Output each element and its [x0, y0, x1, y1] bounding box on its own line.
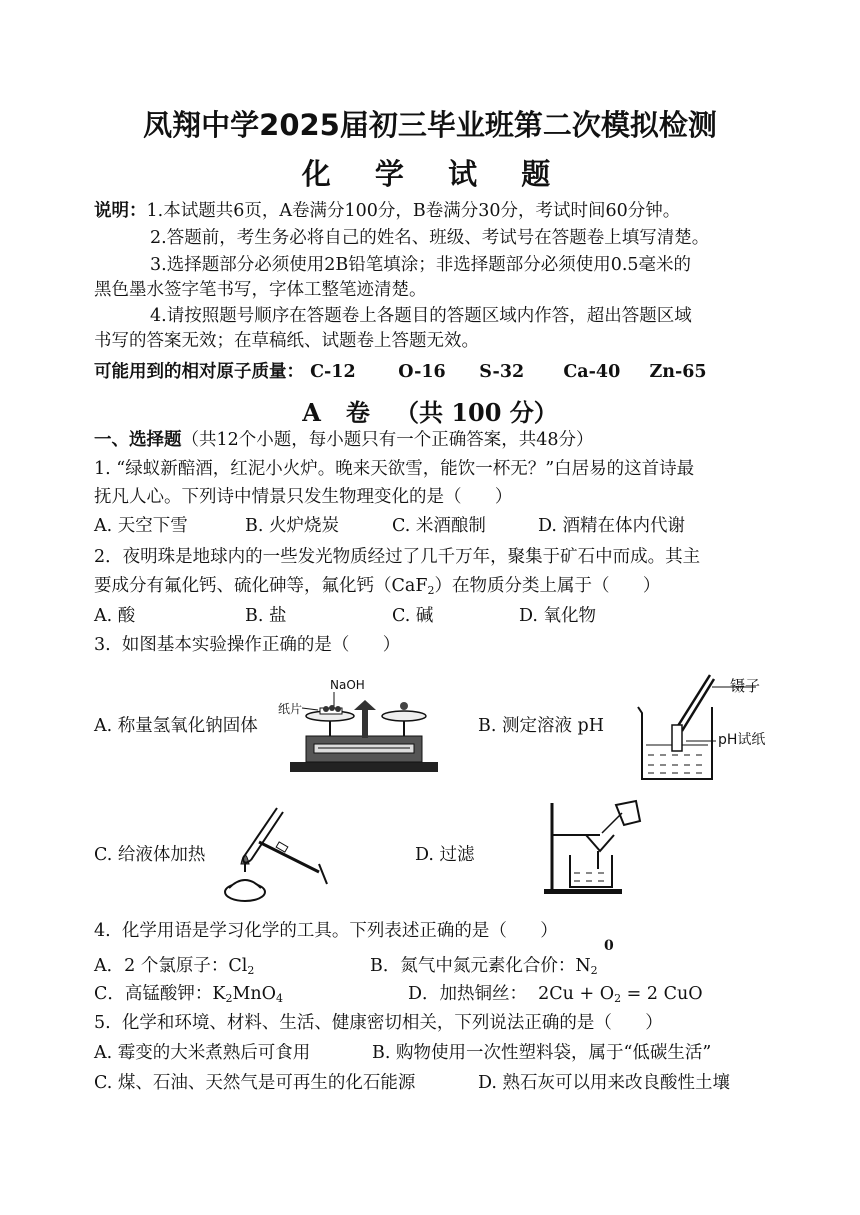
q5-stem: 5. 化学和环境、材料、生活、健康密切相关，下列说法正确的是（ ）	[94, 1013, 663, 1033]
ph-paper-label: pH试纸	[718, 732, 766, 748]
atomic-mass-ca: Ca-40	[563, 362, 621, 382]
instructions-item-4: 4.请按照题号顺序在答题卷上各题目的答题区域内作答，超出答题区域	[150, 306, 692, 326]
filtration-figure	[540, 795, 650, 895]
q4-option-a: A．2 个氯原子：$Cl_2$	[94, 956, 255, 977]
atomic-mass-line	[94, 362, 707, 382]
q1-option-c: C. 米酒酿制	[392, 516, 486, 536]
part1-note: （共12个小题，每小题只有一个正确答案，共48分）	[181, 430, 594, 450]
q3-option-a: A. 称量氢氧化钠固体	[94, 716, 258, 736]
instructions-item-3: 3.选择题部分必须使用2B铅笔填涂；非选择题部分必须使用0.5毫米的	[150, 255, 692, 275]
q4-option-b: B．氮气中氮元素化合价：$N_2$	[370, 956, 598, 977]
q4-stem: 4. 化学用语是学习化学的工具。下列表述正确的是（ ）	[94, 921, 558, 941]
part1-heading	[94, 430, 594, 450]
q1-option-a: A. 天空下雪	[94, 516, 188, 536]
ph-test-figure	[632, 669, 782, 785]
q1-stem-cont: 抚凡人心。下列诗中情景只发生物理变化的是（ ）	[94, 487, 513, 507]
atomic-mass-c: C-12	[310, 362, 356, 382]
part1-label: 一、选择题	[94, 430, 182, 450]
q2-option-a: A. 酸	[94, 606, 136, 626]
q2-option-c: C. 碱	[392, 606, 434, 626]
q2-option-b: B. 盐	[245, 606, 287, 626]
q2-stem-cont: 要成分有氟化钙、硫化砷等，氟化钙（CaF$_2$）在物质分类上属于（ ）	[94, 576, 661, 597]
q2-option-d: D. 氧化物	[519, 606, 597, 626]
section-a-title: A 卷 （共 100 分）	[302, 398, 558, 427]
q5-option-d: D. 熟石灰可以用来改良酸性土壤	[478, 1073, 731, 1093]
q4-option-d: D．加热铜丝： $2Cu + O_2 = 2$ CuO	[408, 984, 703, 1005]
balance-figure	[278, 676, 448, 776]
q1-option-b: B. 火炉烧炭	[245, 516, 339, 536]
instructions-label: 说明：	[94, 201, 147, 221]
atomic-mass-zn: Zn-65	[649, 362, 707, 382]
q4-option-c: C．高锰酸钾：$K_2MnO_4$	[94, 984, 284, 1005]
q3-option-b: B. 测定溶液 pH	[478, 716, 605, 736]
page-title: 凤翔中学2025届初三毕业班第二次模拟检测	[143, 108, 717, 142]
instructions-item-3-cont: 黑色墨水签字笔书写，字体工整笔迹清楚。	[94, 280, 427, 300]
heating-figure	[215, 800, 340, 905]
q1-stem: 1. “绿蚁新醅酒，红泥小火炉。晚来天欲雪，能饮一杯无？”白居易的这首诗最	[94, 459, 695, 479]
atomic-mass-label: 可能用到的相对原子质量：	[94, 362, 304, 382]
q3-option-c: C. 给液体加热	[94, 845, 206, 865]
q2-stem: 2．夜明珠是地球内的一些发光物质经过了几千万年，聚集于矿石中而成。其主	[94, 547, 701, 567]
atomic-mass-s: S-32	[479, 362, 525, 382]
atomic-mass-o: O-16	[398, 362, 446, 382]
q4-valence-mark: 0	[604, 938, 614, 954]
instructions-item-4-cont: 书写的答案无效；在草稿纸、试题卷上答题无效。	[94, 331, 479, 351]
q3-stem: 3. 如图基本实验操作正确的是（ ）	[94, 635, 401, 655]
q5-option-c: C. 煤、石油、天然气是可再生的化石能源	[94, 1073, 416, 1093]
instructions-item-1: 说明：1.本试题共6页，A卷满分100分，B卷满分30分，考试时间60分钟。	[94, 201, 681, 221]
q5-option-a: A. 霉变的大米煮熟后可食用	[94, 1043, 311, 1063]
tweezers-label: 镊子	[730, 677, 761, 695]
naoh-label: NaOH	[330, 678, 365, 692]
page-subtitle: 化 学 试 题	[301, 157, 559, 191]
paper-label: 纸片	[278, 702, 303, 716]
q5-option-b: B. 购物使用一次性塑料袋，属于“低碳生活”	[372, 1043, 712, 1063]
instructions-item-2: 2.答题前，考生务必将自己的姓名、班级、考试号在答题卷上填写清楚。	[150, 228, 710, 248]
q1-option-d: D. 酒精在体内代谢	[538, 516, 686, 536]
q3-option-d: D. 过滤	[415, 845, 475, 865]
